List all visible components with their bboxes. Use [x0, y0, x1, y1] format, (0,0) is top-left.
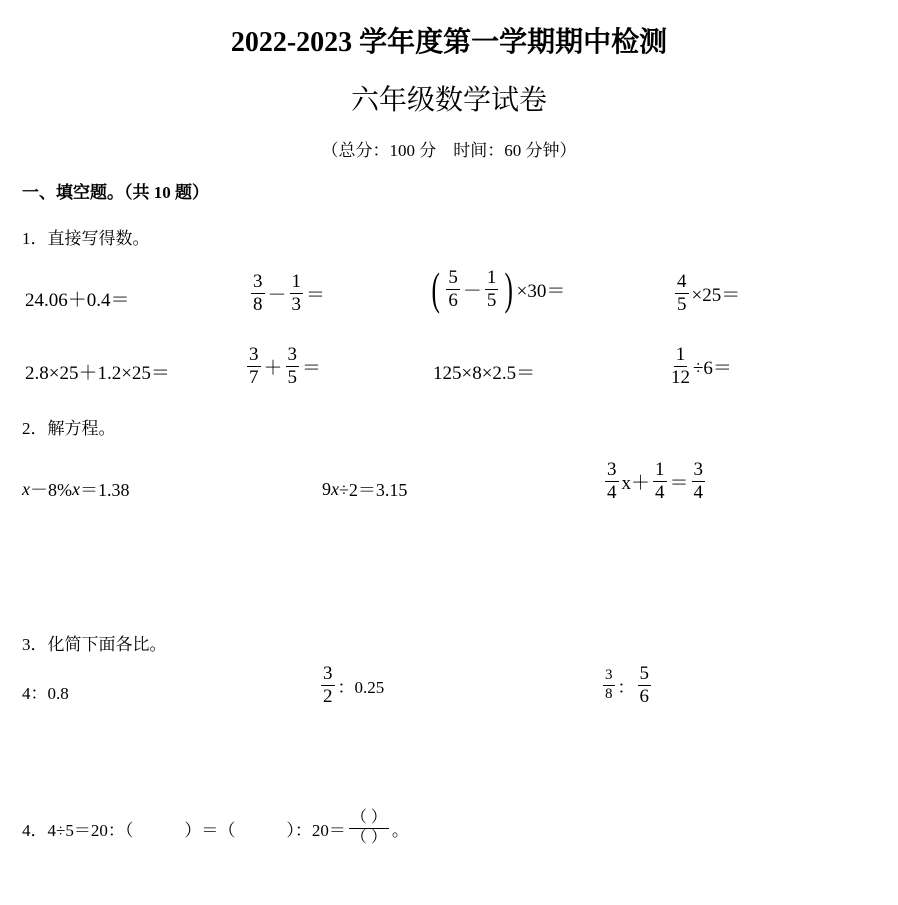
numerator: 5	[639, 663, 649, 684]
ratio-tail: ：0.25	[337, 677, 385, 697]
numerator: 3	[693, 459, 704, 480]
eq-part: x＋	[621, 472, 651, 494]
variable: x	[331, 478, 339, 499]
denominator: 6	[448, 289, 458, 311]
calc-item	[244, 345, 321, 388]
operator: －	[462, 280, 482, 302]
ratio-1: 4：0.8	[22, 684, 69, 703]
denominator: 8	[605, 685, 613, 702]
denominator: 3	[291, 293, 302, 315]
operator: －	[267, 284, 287, 306]
calc-item	[672, 272, 740, 315]
numerator: 5	[448, 266, 458, 288]
numerator: 1	[655, 459, 665, 480]
question-4-text: 4．4÷5＝20：（ ）＝（ ）：20＝	[22, 820, 346, 840]
eq-part: ＝	[669, 472, 689, 494]
question-2-label: 2．解方程。	[22, 419, 116, 438]
calc-item	[248, 272, 325, 315]
denominator: 4	[655, 481, 665, 503]
period: 。	[391, 820, 409, 840]
exam-title: 2022-2023 学年度第一学期期中检测	[230, 27, 668, 58]
numerator: 3	[603, 668, 615, 686]
variable: x	[22, 478, 30, 499]
numerator: 3	[249, 344, 259, 365]
eq-part: ＝1.38	[80, 480, 130, 500]
numerator: 3	[607, 459, 617, 480]
denominator: 5	[486, 289, 497, 311]
equation-3	[602, 460, 708, 503]
equation-2	[322, 476, 407, 502]
blank-denominator: （ ）	[350, 828, 387, 846]
calc-tail: ＝	[306, 284, 326, 306]
ratio-2	[318, 664, 384, 707]
eq-part: ÷2＝3.15	[339, 480, 408, 500]
ratio-3	[600, 664, 654, 707]
calc-tail: ×25＝	[691, 284, 741, 306]
calc-item: 24.06＋0.4＝	[25, 290, 130, 311]
denominator: 12	[671, 366, 690, 388]
denominator: 2	[323, 685, 333, 707]
numerator: 1	[675, 344, 686, 365]
calc-item: 2.8×25＋1.2×25＝	[25, 363, 170, 384]
question-4	[22, 810, 409, 847]
denominator: 6	[639, 685, 649, 707]
denominator: 4	[693, 481, 704, 503]
numerator: 3	[253, 271, 263, 292]
ratio-colon: ：	[617, 677, 635, 697]
eq-part: －8%	[30, 480, 72, 500]
calc-item: ( $\frac{5}{6}$ － $\frac{1}{5}$ ) ×30＝	[431, 263, 566, 314]
calc-item	[668, 345, 732, 388]
exam-subtitle: 六年级数学试卷	[350, 85, 547, 116]
section-heading: 一、填空题。（共 10 题）	[22, 183, 209, 202]
denominator: 8	[253, 293, 263, 315]
blank-numerator: （ ）	[349, 810, 389, 829]
numerator: 3	[287, 344, 298, 365]
equation-1	[22, 476, 130, 502]
calc-tail: ×30＝	[516, 280, 566, 302]
denominator: 5	[287, 366, 298, 388]
operator: ＋	[263, 357, 283, 379]
numerator: 1	[486, 266, 497, 288]
denominator: 5	[677, 293, 687, 315]
question-1-label: 1．直接写得数。	[22, 229, 150, 248]
eq-part: 9	[322, 478, 331, 499]
calc-tail: ÷6＝	[693, 357, 732, 379]
denominator: 4	[607, 481, 617, 503]
question-3-label: 3．化简下面各比。	[22, 635, 167, 654]
calc-item: 125×8×2.5＝	[433, 363, 536, 384]
calc-tail: ＝	[302, 357, 322, 379]
denominator: 7	[249, 366, 259, 388]
numerator: 4	[677, 271, 687, 292]
numerator: 1	[291, 271, 302, 292]
numerator: 3	[323, 663, 333, 684]
exam-info: （总分：100 分 时间：60 分钟）	[321, 141, 577, 160]
variable: x	[72, 478, 80, 499]
